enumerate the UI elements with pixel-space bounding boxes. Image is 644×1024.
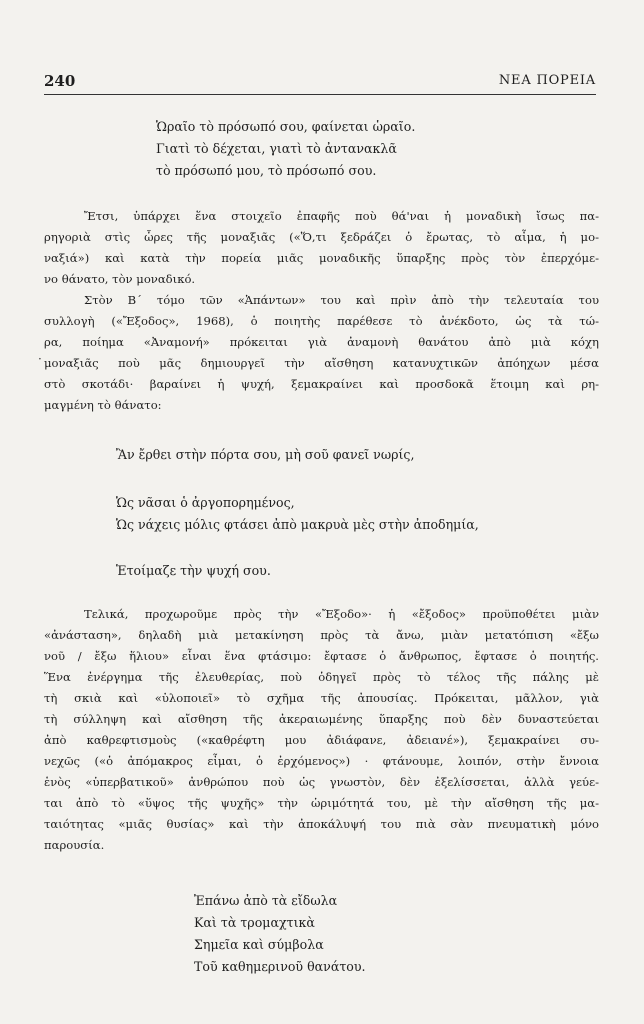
paragraph-line: τὴ σκιὰ καὶ «ὑλοποιεῖ» τὸ σχῆμα τῆς ἀπουσίας. Πρόκειται, μᾶλλον, γιὰ [44, 691, 599, 705]
paragraph-line: ται ἀπὸ τὸ «ὕψος τῆς ψυχῆς» τὴν ὡριμότητά του, μὲ τὴν αἴσθηση τῆς μα- [44, 796, 599, 810]
verse-line: Σημεῖα καὶ σύμβολα [194, 937, 324, 952]
verse-stanza-1 [156, 116, 415, 182]
paragraph-line: Στὸν Β΄ τόμο τῶν «Ἁπάντων» του καὶ πρὶν ἀπὸ τὴν τελευταία του [84, 293, 599, 307]
page-header [44, 72, 596, 95]
quote-line-3: Ἑτοίμαζε τὴν ψυχή σου. [116, 563, 271, 578]
paragraph-line: ἑνὸς «ὑπερβατικοῦ» ἀνθρώπου ποὺ ὡς γνωστὸν, δὲν ἐξελίσσεται, ἀλλὰ γεύε- [44, 775, 599, 789]
paragraph-line: παρουσία. [44, 838, 105, 852]
paragraph-line: τὴ σύλληψη καὶ αἴσθηση τῆς ἀκεραιωμένης ὕπαρξης ποὺ δὲν δυναστεύεται [44, 712, 599, 726]
verse-line: Ἐπάνω ἀπὸ τὰ εἴδωλα [194, 893, 338, 908]
paragraph-line: ταιότητας «μιᾶς θυσίας» καὶ τὴν ἀποκάλυψή του πιὰ σὰν πνευματικὴ μόνο [44, 817, 599, 831]
quote-line-1: Ἂν ἔρθει στὴν πόρτα σου, μὴ σοῦ φανεῖ νωρίς, [116, 447, 415, 462]
paragraph-line: μαγμένη τὸ θάνατο: [44, 398, 162, 412]
paragraph-2 [44, 290, 599, 416]
verse-stanza-final [194, 890, 366, 978]
paragraph-line: νεχῶς («ὁ ἀπόμακρος εἶμαι, ὁ ἐρχόμενος») · φτάνουμε, λοιπόν, στὴν ἔννοια [44, 754, 599, 768]
paragraph-line: μοναξιᾶς ποὺ μᾶς δημιουργεῖ τὴν αἴσθηση κατανυχτικῶν ἀπόηχων μέσα [44, 356, 599, 370]
paragraph-line: νο θάνατο, τὸν μοναδικό. [44, 272, 196, 286]
verse-line: Γιατὶ τὸ δέχεται, γιατὶ τὸ ἀντανακλᾶ [156, 141, 397, 156]
paragraph-1 [44, 206, 599, 290]
verse-line: Ὡραῖο τὸ πρόσωπό σου, φαίνεται ὡραῖο. [156, 119, 416, 134]
page-number: 240 [44, 72, 76, 90]
verse-line: Τοῦ καθημερινοῦ θανάτου. [194, 959, 366, 974]
paragraph-line: «ἀνάσταση», δηλαδὴ μιὰ μετακίνηση πρὸς τὰ ἄνω, μιὰν μετατόπιση «ἔξω [44, 628, 599, 642]
paragraph-line: ρα, ποίημα «Ἀναμονή» πρόκειται γιὰ ἀναμονὴ θανάτου ἀπὸ μιὰ κόχη [44, 335, 599, 349]
paragraph-line: συλλογὴ («Ἔξοδος», 1968), ὁ ποιητὴς παρέθεσε τὸ ἀνέκδοτο, ὡς τὰ τώ- [44, 314, 599, 328]
verse-line: τὸ πρόσωπό μου, τὸ πρόσωπό σου. [156, 163, 377, 178]
margin-dot: · [38, 352, 42, 366]
quote-stanza-2 [116, 492, 479, 536]
verse-line: Καὶ τὰ τρομαχτικὰ [194, 915, 315, 930]
paragraph-line: στὸ σκοτάδι· βαραίνει ἡ ψυχή, ξεμακραίνει καὶ προσδοκᾶ ἕτοιμη καὶ ρη- [44, 377, 599, 391]
paragraph-line: Ἔτσι, ὑπάρχει ἕνα στοιχεῖο ἐπαφῆς ποὺ θά'ναι ἡ μοναδικὴ ἴσως πα- [84, 209, 599, 223]
paragraph-line: Ἕνα ἐνέργημα τῆς ἐλευθερίας, ποὺ ὁδηγεῖ πρὸς τὸ τέλος τῆς πάλης μὲ [44, 670, 599, 684]
paragraph-line: ναξιά») καὶ κατὰ τὴν πορεία μιᾶς μοναδικῆς ὕπαρξης πρὸς τὸν ἐπερχόμε- [44, 251, 599, 265]
paragraph-3 [44, 604, 599, 856]
verse-line: Ὡς νᾶσαι ὁ ἀργοπορημένος, [116, 495, 295, 510]
verse-line: Ὡς νάχεις μόλις φτάσει ἀπὸ μακρυὰ μὲς στὴν ἀποδημία, [116, 517, 479, 532]
paragraph-line: νοῦ / ἔξω ἥλιου» εἶναι ἕνα φτάσιμο: ἔφτασε ὁ ἄνθρωπος, ἔφτασε ὁ ποιητής. [44, 649, 599, 663]
paragraph-line: ρηγοριὰ στὶς ὧρες τῆς μοναξιᾶς («Ὅ,τι ξεδράζει ὁ ἔρωτας, τὸ αἷμα, ἡ μο- [44, 230, 599, 244]
running-head: ΝΕΑ ΠΟΡΕΙΑ [498, 73, 596, 88]
paragraph-line: ἀπὸ καθρεφτισμοὺς («καθρέφτη μου ἀδιάφανε, ἀδειανέ»), ξεμακραίνει συ- [44, 733, 599, 747]
paragraph-line: Τελικά, προχωροῦμε πρὸς τὴν «Ἔξοδο»· ἡ «ἔξοδος» προϋποθέτει μιὰν [84, 607, 599, 621]
